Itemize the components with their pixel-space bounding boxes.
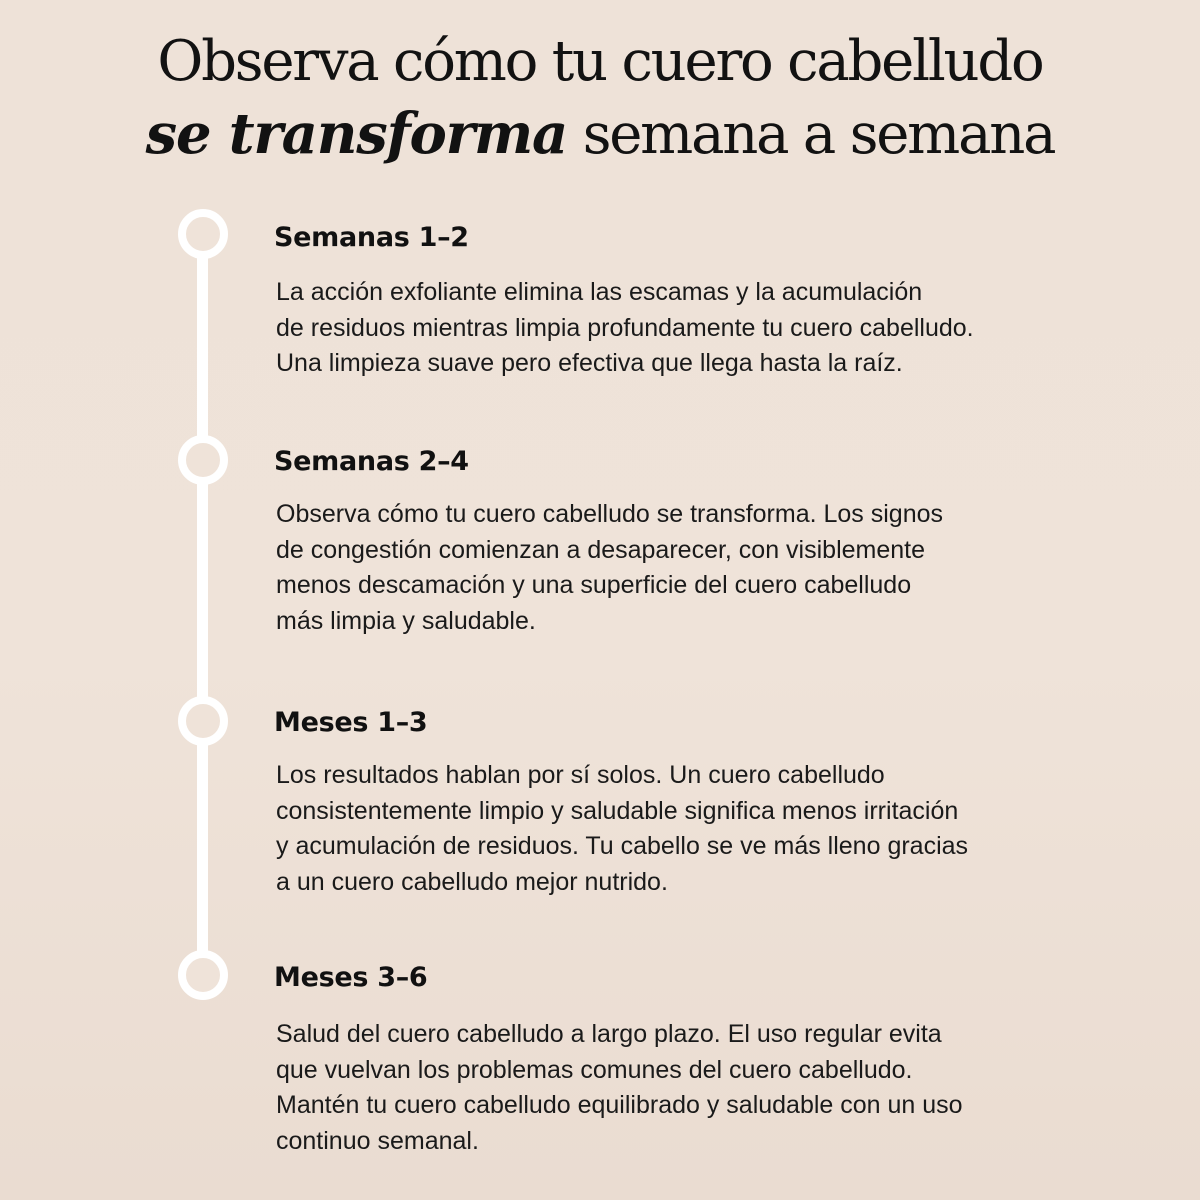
stage-4-line-1: Salud del cuero cabelludo a largo plazo. El uso regular evita	[276, 1020, 942, 1048]
page-title-line-2-rest: semana a semana	[567, 102, 1055, 167]
page-title	[0, 26, 1200, 171]
stage-title-2: Semanas 2–4	[274, 446, 469, 477]
stage-4-line-4: continuo semanal.	[276, 1126, 479, 1155]
stage-1-line-1: La acción exfoliante elimina las escamas y la acumulación	[276, 278, 923, 306]
stage-3-line-4: a un cuero cabelludo mejor nutrido.	[276, 867, 668, 896]
stage-2-line-2: de congestión comienzan a desaparecer, con visiblemente	[276, 535, 926, 564]
stage-3-line-3: y acumulación de residuos. Tu cabello se ve más lleno gracias	[276, 832, 969, 860]
page-title-line-1: Observa cómo tu cuero cabelludo	[157, 29, 1043, 94]
stage-title-4: Meses 3–6	[274, 962, 428, 993]
stage-3-line-2: consistentemente limpio y saludable significa menos irritación	[276, 796, 959, 825]
stage-title-3: Meses 1–3	[274, 707, 428, 738]
page-title-emphasis: se transforma	[145, 101, 568, 167]
page-title-line-2	[0, 98, 1200, 171]
stage-description-1	[276, 275, 1176, 382]
timeline-line	[197, 234, 208, 976]
stage-description-4	[276, 1017, 1176, 1159]
stage-description-3	[276, 758, 1176, 900]
stage-4-line-3: Mantén tu cuero cabelludo equilibrado y saludable con un uso	[276, 1091, 963, 1119]
stage-3-line-1: Los resultados hablan por sí solos. Un cuero cabelludo	[276, 761, 885, 789]
timeline-node-2	[178, 435, 228, 485]
stage-1-line-3: Una limpieza suave pero efectiva que llega hasta la raíz.	[276, 349, 903, 377]
stage-title-1: Semanas 1–2	[274, 222, 469, 253]
timeline-node-3	[178, 696, 228, 746]
stage-2-line-3: menos descamación y una superficie del cuero cabelludo	[276, 571, 912, 599]
stage-4-line-2: que vuelvan los problemas comunes del cuero cabelludo.	[276, 1055, 913, 1084]
stage-2-line-1: Observa cómo tu cuero cabelludo se transforma. Los signos	[276, 500, 944, 528]
timeline-node-1	[178, 209, 228, 259]
timeline-node-4	[178, 950, 228, 1000]
stage-2-line-4: más limpia y saludable.	[276, 606, 536, 635]
stage-description-2	[276, 497, 1176, 639]
stage-1-line-2: de residuos mientras limpia profundamente tu cuero cabelludo.	[276, 313, 974, 342]
